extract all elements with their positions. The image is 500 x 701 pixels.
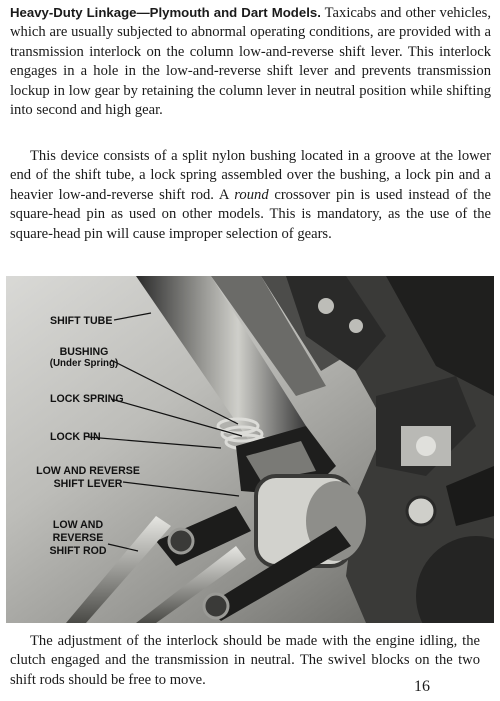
paragraph-heavy-duty-linkage [10, 3, 491, 120]
label-lr-shift-rod-line1: LOW AND [52, 519, 104, 531]
linkage-photo [6, 276, 494, 623]
label-shift-tube: SHIFT TUBE [50, 315, 113, 327]
linkage-photo-figure [6, 276, 494, 623]
label-bushing: BUSHING [59, 346, 109, 358]
paragraph-2-italic: round [234, 186, 269, 203]
label-lr-shift-rod-line3: SHIFT ROD [49, 545, 107, 557]
label-lr-shift-rod-line2: REVERSE [52, 532, 104, 544]
label-lock-pin: LOCK PIN [50, 431, 101, 443]
paragraph-2-text-a: This device consists of a split nylon bushing located in a groove at the lower end of the shift tube, a lock spring assembled over the bushing, a lock pin and a heavier low-and-reverse shift rod. A [10, 148, 491, 203]
label-under-spring: (Under Spring) [49, 358, 119, 369]
label-lock-spring: LOCK SPRING [50, 393, 124, 405]
label-lr-shift-lever-line2: SHIFT LEVER [53, 478, 123, 490]
page-number: 16 [414, 678, 430, 695]
section-heading: Heavy-Duty Linkage—Plymouth and Dart Models. [10, 5, 321, 20]
paragraph-1-body: Taxicabs and other vehicles, which are usually subjected to abnormal operating conditions, are provided with a transmission interlock on the column low-and-reverse shift lever. This interlock engages in a hole in the low-and-reverse shift lever and prevents transmission lockup in low gear by retaining the column lever in neutral position while shifting into second and high gear. [10, 5, 491, 119]
label-lr-shift-lever-line1: LOW AND REVERSE [36, 465, 140, 477]
paragraph-2-text-b: crossover pin is used instead of the square-head pin as used on other models. This is mandatory, as the use of the square-head pin will cause improper selection of gears. [10, 186, 491, 242]
paragraph-device-description [10, 147, 491, 244]
paragraph-adjustment: The adjustment of the interlock should be made with the engine idling, the clutch engaged and the transmission in neutral. The swivel blocks on the two shift rods should be free to move. [10, 633, 480, 688]
